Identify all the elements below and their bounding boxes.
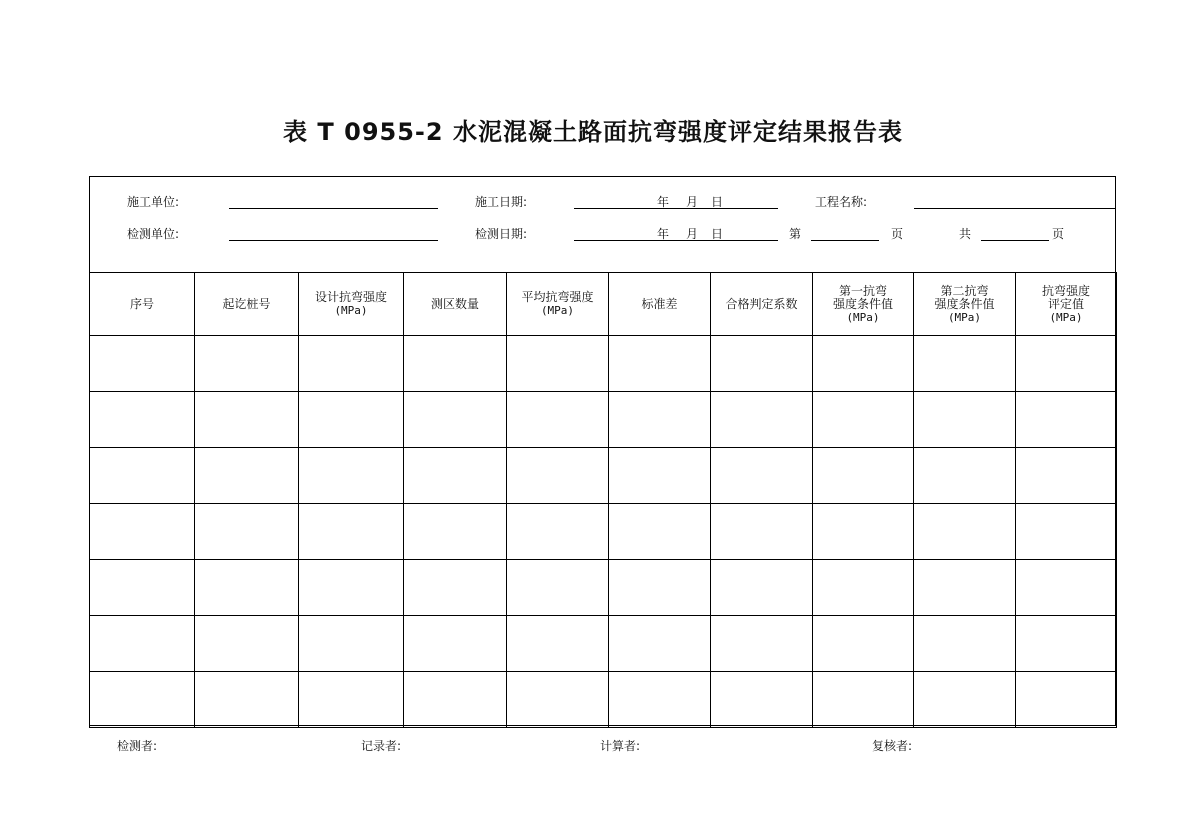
- column-header: [195, 273, 299, 336]
- column-header: [1016, 273, 1117, 336]
- table-cell[interactable]: [914, 616, 1016, 672]
- table-cell[interactable]: [711, 448, 813, 504]
- table-cell[interactable]: [1016, 504, 1117, 560]
- column-header-label: 第二抗弯 强度条件值: [934, 283, 995, 311]
- table-cell[interactable]: [609, 560, 711, 616]
- page-suffix: 页: [891, 227, 904, 241]
- table-cell[interactable]: [195, 616, 299, 672]
- total-pages-field[interactable]: [981, 240, 1049, 241]
- table-cell[interactable]: [813, 392, 914, 448]
- results-table: [89, 272, 1117, 728]
- column-header-unit: (MPa): [846, 310, 880, 324]
- table-cell[interactable]: [299, 392, 404, 448]
- table-cell[interactable]: [299, 504, 404, 560]
- table-cell[interactable]: [914, 504, 1016, 560]
- project-name-label: 工程名称:: [815, 195, 868, 209]
- table-cell[interactable]: [914, 336, 1016, 392]
- table-cell[interactable]: [195, 392, 299, 448]
- table-cell[interactable]: [914, 392, 1016, 448]
- column-header-label: 抗弯强度 评定值: [1041, 283, 1090, 311]
- table-cell[interactable]: [195, 448, 299, 504]
- table-cell[interactable]: [195, 560, 299, 616]
- column-header: [299, 273, 404, 336]
- table-cell[interactable]: [609, 672, 711, 728]
- table-cell[interactable]: [609, 504, 711, 560]
- table-cell[interactable]: [1016, 616, 1117, 672]
- inspection-date-year: 年: [657, 227, 670, 241]
- inspection-unit-field[interactable]: [229, 240, 438, 241]
- column-header-unit: (MPa): [540, 304, 575, 317]
- table-cell[interactable]: [813, 504, 914, 560]
- table-cell[interactable]: [90, 616, 195, 672]
- column-header: [609, 273, 711, 336]
- column-header: [90, 273, 195, 336]
- table-cell[interactable]: [711, 672, 813, 728]
- table-cell[interactable]: [914, 560, 1016, 616]
- page-title: 表 T 0955-2 水泥混凝土路面抗弯强度评定结果报告表: [283, 118, 903, 146]
- column-header: [813, 273, 914, 336]
- table-cell[interactable]: [914, 448, 1016, 504]
- table-cell[interactable]: [507, 392, 609, 448]
- table-row: [90, 560, 1117, 616]
- calculator-label: 计算者:: [600, 739, 641, 753]
- table-cell[interactable]: [404, 560, 507, 616]
- table-cell[interactable]: [507, 448, 609, 504]
- column-header-label: 标准差: [641, 296, 678, 311]
- page-number-field[interactable]: [811, 240, 879, 241]
- column-header-label: 起讫桩号: [222, 296, 271, 311]
- table-cell[interactable]: [90, 336, 195, 392]
- table-cell[interactable]: [90, 560, 195, 616]
- table-cell[interactable]: [711, 392, 813, 448]
- recorder-label: 记录者:: [361, 739, 402, 753]
- table-cell[interactable]: [813, 448, 914, 504]
- table-cell[interactable]: [1016, 560, 1117, 616]
- column-header-unit: (MPa): [1049, 310, 1083, 324]
- table-cell[interactable]: [1016, 392, 1117, 448]
- table-cell[interactable]: [507, 560, 609, 616]
- column-header: [914, 273, 1016, 336]
- construction-date-label: 施工日期:: [475, 195, 528, 209]
- column-header-label: 平均抗弯强度: [521, 290, 594, 304]
- table-cell[interactable]: [813, 616, 914, 672]
- inspection-date-day: 日: [711, 227, 724, 241]
- table-row: [90, 672, 1117, 728]
- table-row: [90, 448, 1117, 504]
- table-body: [90, 336, 1117, 728]
- table-cell[interactable]: [1016, 448, 1117, 504]
- inspection-date-field[interactable]: [574, 240, 778, 241]
- column-header: [711, 273, 813, 336]
- tester-label: 检测者:: [117, 739, 158, 753]
- table-cell[interactable]: [90, 392, 195, 448]
- construction-date-month: 月: [686, 195, 699, 209]
- table-cell[interactable]: [609, 448, 711, 504]
- construction-date-year: 年: [657, 195, 670, 209]
- table-cell[interactable]: [507, 672, 609, 728]
- table-cell[interactable]: [609, 336, 711, 392]
- table-cell[interactable]: [507, 504, 609, 560]
- table-cell[interactable]: [299, 672, 404, 728]
- table-cell[interactable]: [813, 336, 914, 392]
- page-prefix: 第: [789, 227, 802, 241]
- table-cell[interactable]: [609, 392, 711, 448]
- table-cell[interactable]: [195, 336, 299, 392]
- table-cell[interactable]: [711, 504, 813, 560]
- table-cell[interactable]: [507, 616, 609, 672]
- table-cell[interactable]: [90, 504, 195, 560]
- table-cell[interactable]: [711, 336, 813, 392]
- table-cell[interactable]: [813, 560, 914, 616]
- table-row: [90, 392, 1117, 448]
- column-header-unit: (MPa): [947, 310, 982, 324]
- construction-unit-field[interactable]: [229, 208, 438, 209]
- table-cell[interactable]: [299, 336, 404, 392]
- construction-date-day: 日: [711, 195, 724, 209]
- table-cell[interactable]: [404, 448, 507, 504]
- construction-unit-label: 施工单位:: [127, 195, 180, 209]
- table-cell[interactable]: [404, 616, 507, 672]
- table-cell[interactable]: [195, 504, 299, 560]
- table-cell[interactable]: [90, 448, 195, 504]
- reviewer-label: 复核者:: [872, 739, 913, 753]
- table-cell[interactable]: [404, 392, 507, 448]
- table-cell[interactable]: [299, 616, 404, 672]
- table-cell[interactable]: [914, 672, 1016, 728]
- inspection-date-month: 月: [686, 227, 699, 241]
- construction-date-field[interactable]: [574, 208, 778, 209]
- table-cell[interactable]: [711, 616, 813, 672]
- column-header-label: 合格判定系数: [725, 296, 798, 311]
- column-header-label: 设计抗弯强度: [314, 290, 387, 304]
- table-cell[interactable]: [711, 560, 813, 616]
- table-cell[interactable]: [195, 672, 299, 728]
- table-cell[interactable]: [1016, 672, 1117, 728]
- table-cell[interactable]: [609, 616, 711, 672]
- column-header-unit: (MPa): [334, 304, 368, 317]
- column-header-label: 测区数量: [430, 296, 479, 311]
- total-suffix: 页: [1052, 227, 1065, 241]
- inspection-unit-label: 检测单位:: [127, 227, 180, 241]
- header-row: [90, 273, 1117, 336]
- table-row: [90, 336, 1117, 392]
- table-cell[interactable]: [404, 672, 507, 728]
- total-prefix: 共: [959, 227, 972, 241]
- table-cell[interactable]: [299, 448, 404, 504]
- table-row: [90, 616, 1117, 672]
- table-cell[interactable]: [404, 504, 507, 560]
- project-name-field[interactable]: [914, 208, 1116, 209]
- table-cell[interactable]: [1016, 336, 1117, 392]
- table-cell[interactable]: [90, 672, 195, 728]
- table-row: [90, 504, 1117, 560]
- table-cell[interactable]: [813, 672, 914, 728]
- column-header: [404, 273, 507, 336]
- column-header: [507, 273, 609, 336]
- table-cell[interactable]: [404, 336, 507, 392]
- table-cell[interactable]: [299, 560, 404, 616]
- column-header-label: 序号: [129, 296, 154, 311]
- table-cell[interactable]: [507, 336, 609, 392]
- inspection-date-label: 检测日期:: [475, 227, 528, 241]
- column-header-label: 第一抗弯 强度条件值: [832, 283, 893, 311]
